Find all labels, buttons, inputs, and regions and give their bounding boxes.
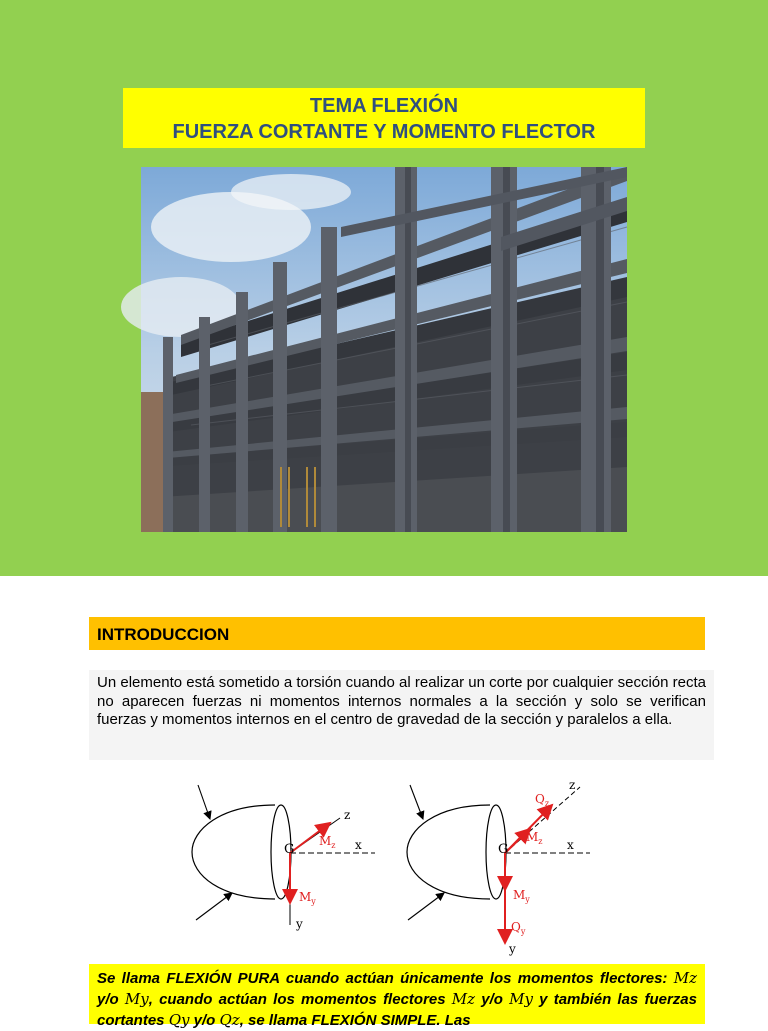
title-line-1: TEMA FLEXIÓN [309, 95, 459, 117]
moment-my-right: $M_y$ [513, 888, 530, 904]
definition-box: Se llama FLEXIÓN PURA cuando actúan únicamente los momentos flectores: Mz y/o My, cuando actúan los momentos flectores Mz y/o My y también las fuerzas cortantes Qy y/o Qz, se llama FLEXIÓN SIMPLE. Las [89, 964, 705, 1024]
axis-x-left: x [355, 838, 362, 852]
axis-z-left: z [344, 808, 351, 822]
steel-building-photo [141, 167, 627, 532]
math-qz: Qz [219, 1011, 240, 1029]
moment-mz-left: $M_z$ [319, 834, 336, 850]
shear-qz-right: $Q_z$ [535, 792, 550, 808]
shear-qy-right: $Q_y$ [511, 920, 526, 936]
point-g-left: G [284, 842, 295, 857]
math-my: My [124, 990, 149, 1008]
axis-x-right: x [567, 838, 574, 852]
diagram-right [407, 778, 590, 956]
math-mz: Mz [451, 990, 476, 1008]
moment-my-left: $M_y$ [299, 890, 316, 906]
diagram-left [192, 785, 375, 931]
intro-heading: INTRODUCCION [97, 625, 230, 644]
math-qy: Qy [168, 1011, 190, 1029]
intro-paragraph: Un elemento está sometido a torsión cuando al realizar un corte por cualquier sección recta no aparecen fuerzas ni momentos internos normales a la sección y solo se verifican fuerzas y momentos internos en el centro de gravedad de la sección y paralelos a ella. [89, 670, 714, 760]
math-mz: Mz [673, 969, 697, 987]
math-my: My [509, 990, 533, 1008]
moment-mz-right: $M_z$ [526, 830, 543, 846]
axis-y-left: y [296, 917, 303, 931]
title-line-2: FUERZA CORTANTE Y MOMENTO FLECTOR [172, 121, 596, 143]
bending-diagrams [180, 775, 600, 956]
axis-z-right: z [569, 778, 576, 792]
axis-y-right: y [509, 942, 516, 956]
title-box [123, 88, 645, 148]
point-g-right: G [498, 842, 509, 857]
intro-heading-bar [89, 617, 705, 650]
